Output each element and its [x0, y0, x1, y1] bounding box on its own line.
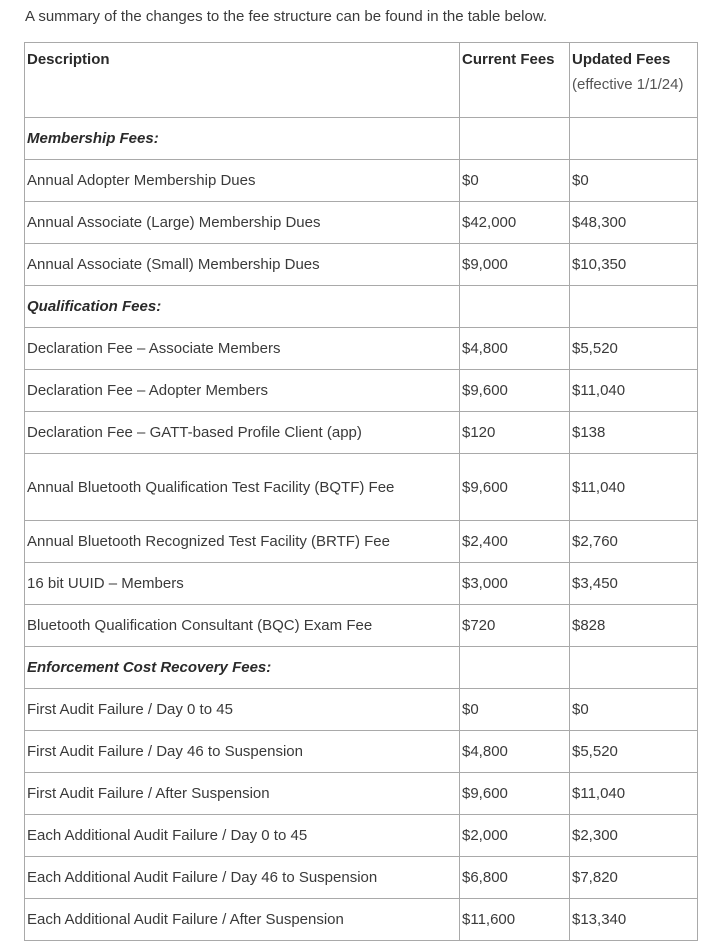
table-row — [25, 202, 698, 244]
header-updated-fees — [570, 43, 698, 118]
intro-text: A summary of the changes to the fee structure can be found in the table below. — [25, 8, 547, 25]
row-description: 16 bit UUID – Members — [25, 563, 460, 605]
section-title: Qualification Fees: — [25, 286, 460, 328]
table-row — [25, 773, 698, 815]
row-updated-fee: $13,340 — [570, 899, 698, 941]
table-row — [25, 328, 698, 370]
table-row — [25, 815, 698, 857]
row-current-fee: $11,600 — [460, 899, 570, 941]
row-description: Annual Adopter Membership Dues — [25, 160, 460, 202]
section-row-qualification — [25, 286, 698, 328]
row-updated-fee: $828 — [570, 605, 698, 647]
row-current-fee: $2,400 — [460, 521, 570, 563]
row-description: Annual Associate (Small) Membership Dues — [25, 244, 460, 286]
header-updated-fees-label: Updated Fees — [572, 51, 671, 68]
empty-cell — [570, 286, 698, 328]
empty-cell — [460, 286, 570, 328]
table-row — [25, 412, 698, 454]
row-current-fee: $0 — [460, 160, 570, 202]
header-current-fees: Current Fees — [460, 43, 570, 118]
row-description: Annual Bluetooth Qualification Test Facility (BQTF) Fee — [25, 454, 460, 521]
header-row — [25, 43, 698, 118]
row-description: Declaration Fee – GATT-based Profile Client (app) — [25, 412, 460, 454]
table-row — [25, 370, 698, 412]
row-updated-fee: $3,450 — [570, 563, 698, 605]
table-row — [25, 521, 698, 563]
row-current-fee: $720 — [460, 605, 570, 647]
table-row — [25, 605, 698, 647]
row-updated-fee: $7,820 — [570, 857, 698, 899]
empty-cell — [570, 118, 698, 160]
table-row — [25, 731, 698, 773]
row-description: Annual Bluetooth Recognized Test Facility (BRTF) Fee — [25, 521, 460, 563]
row-current-fee: $9,000 — [460, 244, 570, 286]
section-row-enforcement — [25, 647, 698, 689]
row-updated-fee: $11,040 — [570, 454, 698, 521]
row-current-fee: $6,800 — [460, 857, 570, 899]
table-row — [25, 689, 698, 731]
table-row — [25, 160, 698, 202]
table-row — [25, 899, 698, 941]
table-row — [25, 857, 698, 899]
row-updated-fee: $5,520 — [570, 328, 698, 370]
row-current-fee: $9,600 — [460, 773, 570, 815]
row-description: Each Additional Audit Failure / Day 46 to Suspension — [25, 857, 460, 899]
empty-cell — [460, 647, 570, 689]
section-title: Enforcement Cost Recovery Fees: — [25, 647, 460, 689]
row-current-fee: $42,000 — [460, 202, 570, 244]
header-description: Description — [25, 43, 460, 118]
row-updated-fee: $5,520 — [570, 731, 698, 773]
fee-table — [24, 42, 698, 941]
row-updated-fee: $11,040 — [570, 773, 698, 815]
row-updated-fee: $0 — [570, 160, 698, 202]
row-description: Bluetooth Qualification Consultant (BQC) Exam Fee — [25, 605, 460, 647]
row-updated-fee: $48,300 — [570, 202, 698, 244]
row-updated-fee: $2,300 — [570, 815, 698, 857]
table-row — [25, 563, 698, 605]
row-current-fee: $4,800 — [460, 328, 570, 370]
row-description: Declaration Fee – Associate Members — [25, 328, 460, 370]
header-effective-date: (effective 1/1/24) — [572, 76, 684, 93]
row-updated-fee: $0 — [570, 689, 698, 731]
row-current-fee: $3,000 — [460, 563, 570, 605]
row-current-fee: $4,800 — [460, 731, 570, 773]
row-description: First Audit Failure / Day 0 to 45 — [25, 689, 460, 731]
row-updated-fee: $10,350 — [570, 244, 698, 286]
row-current-fee: $9,600 — [460, 370, 570, 412]
row-current-fee: $0 — [460, 689, 570, 731]
row-current-fee: $120 — [460, 412, 570, 454]
row-updated-fee: $11,040 — [570, 370, 698, 412]
row-description: Declaration Fee – Adopter Members — [25, 370, 460, 412]
row-current-fee: $9,600 — [460, 454, 570, 521]
empty-cell — [460, 118, 570, 160]
row-updated-fee: $2,760 — [570, 521, 698, 563]
row-description: Each Additional Audit Failure / After Suspension — [25, 899, 460, 941]
table-row — [25, 454, 698, 521]
row-updated-fee: $138 — [570, 412, 698, 454]
table-row — [25, 244, 698, 286]
row-description: Annual Associate (Large) Membership Dues — [25, 202, 460, 244]
row-description: Each Additional Audit Failure / Day 0 to 45 — [25, 815, 460, 857]
row-description: First Audit Failure / After Suspension — [25, 773, 460, 815]
section-title: Membership Fees: — [25, 118, 460, 160]
section-row-membership — [25, 118, 698, 160]
row-current-fee: $2,000 — [460, 815, 570, 857]
empty-cell — [570, 647, 698, 689]
row-description: First Audit Failure / Day 46 to Suspension — [25, 731, 460, 773]
